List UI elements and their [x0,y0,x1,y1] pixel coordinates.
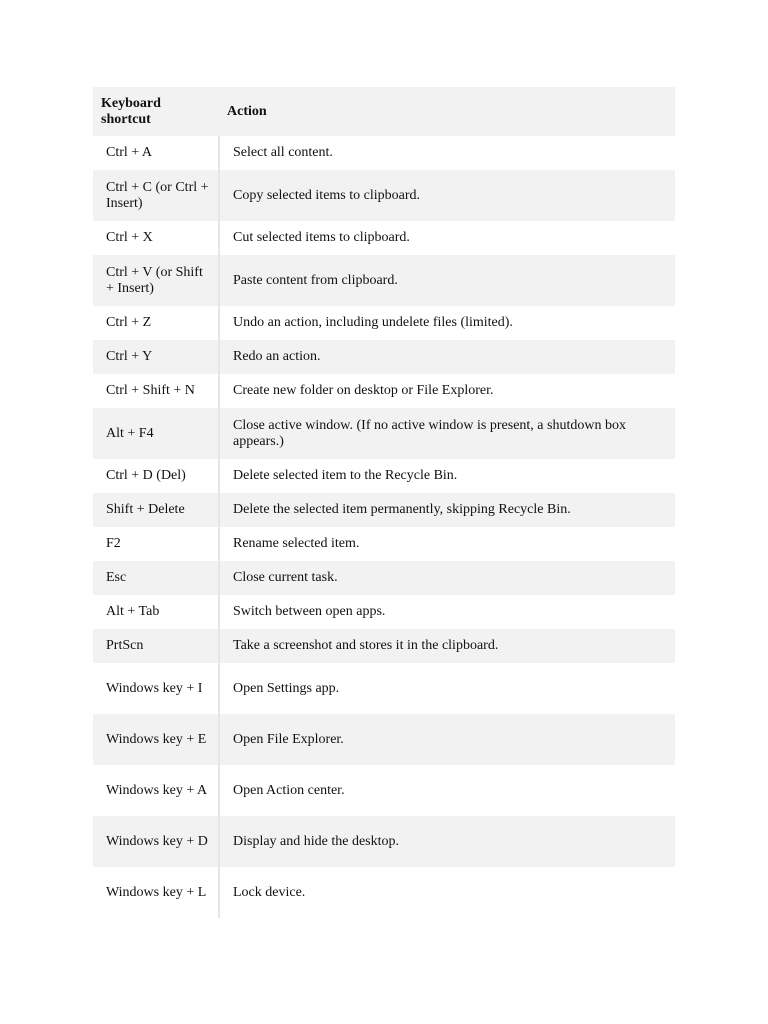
table-row [93,255,675,306]
action-cell: Switch between open apps. [219,595,675,629]
action-cell: Undo an action, including undelete files (limited). [219,306,675,340]
action-cell: Take a screenshot and stores it in the clipboard. [219,629,675,663]
action-cell: Create new folder on desktop or File Explorer. [219,374,675,408]
shortcut-cell: Alt + Tab [93,595,219,629]
table-row [93,170,675,221]
header-row [93,87,675,136]
shortcut-cell: Ctrl + D (Del) [93,459,219,493]
action-cell: Select all content. [219,136,675,170]
table-row [93,663,675,714]
shortcut-cell: PrtScn [93,629,219,663]
table-row [93,306,675,340]
action-cell: Close active window. (If no active window is present, a shutdown box appears.) [219,408,675,459]
table-header [93,87,675,136]
table-row [93,221,675,255]
table-row [93,714,675,765]
shortcut-cell: Windows key + L [93,867,219,918]
action-cell: Rename selected item. [219,527,675,561]
shortcut-cell: Windows key + I [93,663,219,714]
table-body [93,136,675,918]
column-header-shortcut: Keyboard shortcut [93,87,219,136]
action-cell: Open Action center. [219,765,675,816]
action-cell: Copy selected items to clipboard. [219,170,675,221]
table-row [93,136,675,170]
action-cell: Lock device. [219,867,675,918]
shortcut-cell: Ctrl + Y [93,340,219,374]
shortcut-cell: Windows key + A [93,765,219,816]
action-cell: Redo an action. [219,340,675,374]
table-row [93,374,675,408]
action-cell: Paste content from clipboard. [219,255,675,306]
table-row [93,408,675,459]
column-header-action: Action [219,87,675,136]
shortcut-cell: Ctrl + C (or Ctrl + Insert) [93,170,219,221]
action-cell: Delete the selected item permanently, skipping Recycle Bin. [219,493,675,527]
shortcut-cell: Ctrl + V (or Shift + Insert) [93,255,219,306]
table-row [93,340,675,374]
shortcut-table [93,87,675,918]
action-cell: Delete selected item to the Recycle Bin. [219,459,675,493]
shortcut-cell: Ctrl + Shift + N [93,374,219,408]
shortcut-cell: Ctrl + Z [93,306,219,340]
table-row [93,867,675,918]
action-cell: Display and hide the desktop. [219,816,675,867]
action-cell: Close current task. [219,561,675,595]
table-row [93,595,675,629]
shortcut-cell: Ctrl + X [93,221,219,255]
action-cell: Open Settings app. [219,663,675,714]
table-row [93,765,675,816]
shortcut-cell: Shift + Delete [93,493,219,527]
shortcut-cell: Ctrl + A [93,136,219,170]
table-row [93,561,675,595]
shortcut-cell: Esc [93,561,219,595]
shortcut-cell: Windows key + E [93,714,219,765]
table-row [93,816,675,867]
table-row [93,493,675,527]
shortcut-cell: Alt + F4 [93,408,219,459]
shortcut-cell: Windows key + D [93,816,219,867]
table-row [93,459,675,493]
table-row [93,527,675,561]
table-row [93,629,675,663]
action-cell: Open File Explorer. [219,714,675,765]
shortcut-cell: F2 [93,527,219,561]
action-cell: Cut selected items to clipboard. [219,221,675,255]
